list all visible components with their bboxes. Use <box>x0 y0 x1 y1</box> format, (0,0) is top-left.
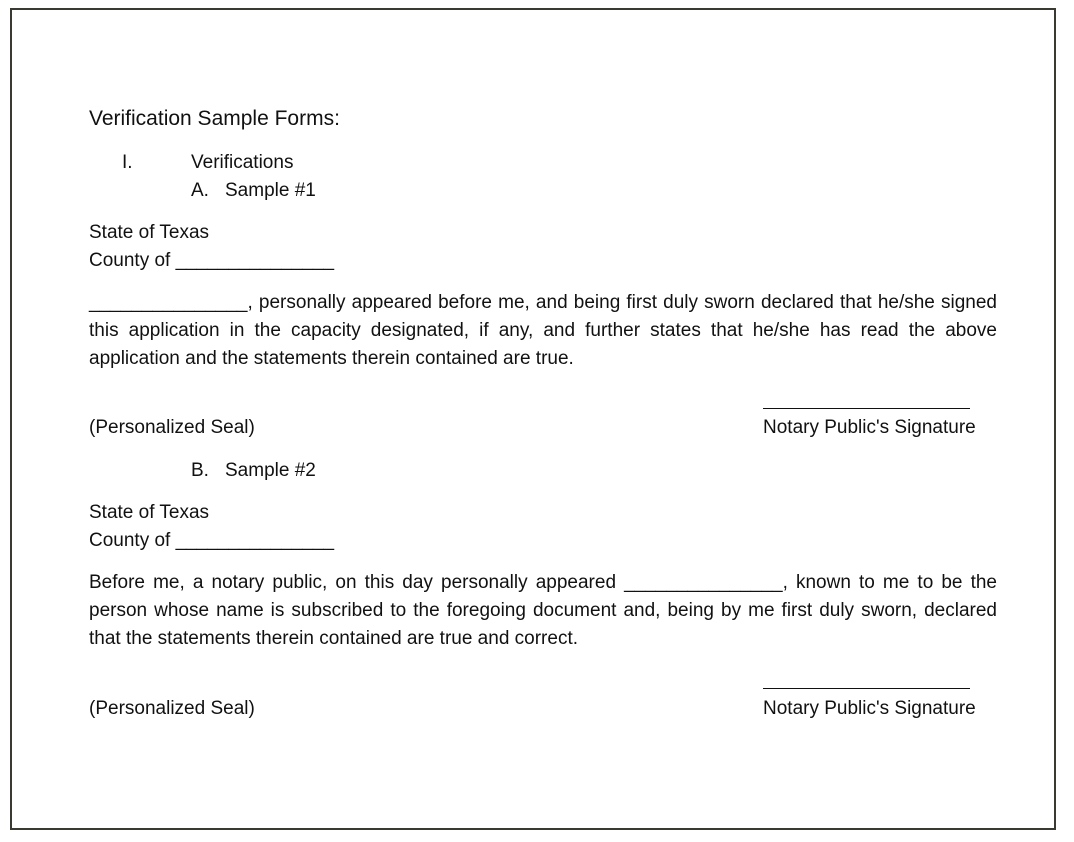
sample-a-signature-label: Notary Public's Signature <box>763 417 976 438</box>
section-heading: Verifications <box>191 152 294 173</box>
sample-a-signature-line <box>763 408 970 409</box>
document-title: Verification Sample Forms: <box>89 107 340 130</box>
section-numeral: I. <box>122 152 133 173</box>
sample-a-county: County of _______________ <box>89 250 335 271</box>
sample-b-seal-label: (Personalized Seal) <box>89 698 255 719</box>
sample-a-body: _______________, personally appeared before me, and being first duly sworn declared that he/she signed this application in the capacity designated, if any, and further states that he/she has read the above application and the statements therein contained are true. <box>89 292 997 369</box>
sample-b-signature-line <box>763 688 970 689</box>
sample-a-state: State of Texas <box>89 222 210 243</box>
sample-b-state: State of Texas <box>89 502 210 523</box>
sample-b-county: County of _______________ <box>89 530 335 551</box>
sample-a-label: Sample #1 <box>225 180 316 201</box>
sample-b-body: Before me, a notary public, on this day personally appeared _______________, known to me to be the person whose name is subscribed to the foregoing document and, being by me first duly sworn, declared that the statements therein contained are true and correct. <box>89 572 997 649</box>
sample-a-letter: A. <box>191 180 209 201</box>
sample-a-seal-label: (Personalized Seal) <box>89 417 255 438</box>
sample-b-signature-label: Notary Public's Signature <box>763 698 976 719</box>
sample-b-label: Sample #2 <box>225 460 316 481</box>
sample-b-letter: B. <box>191 460 209 481</box>
